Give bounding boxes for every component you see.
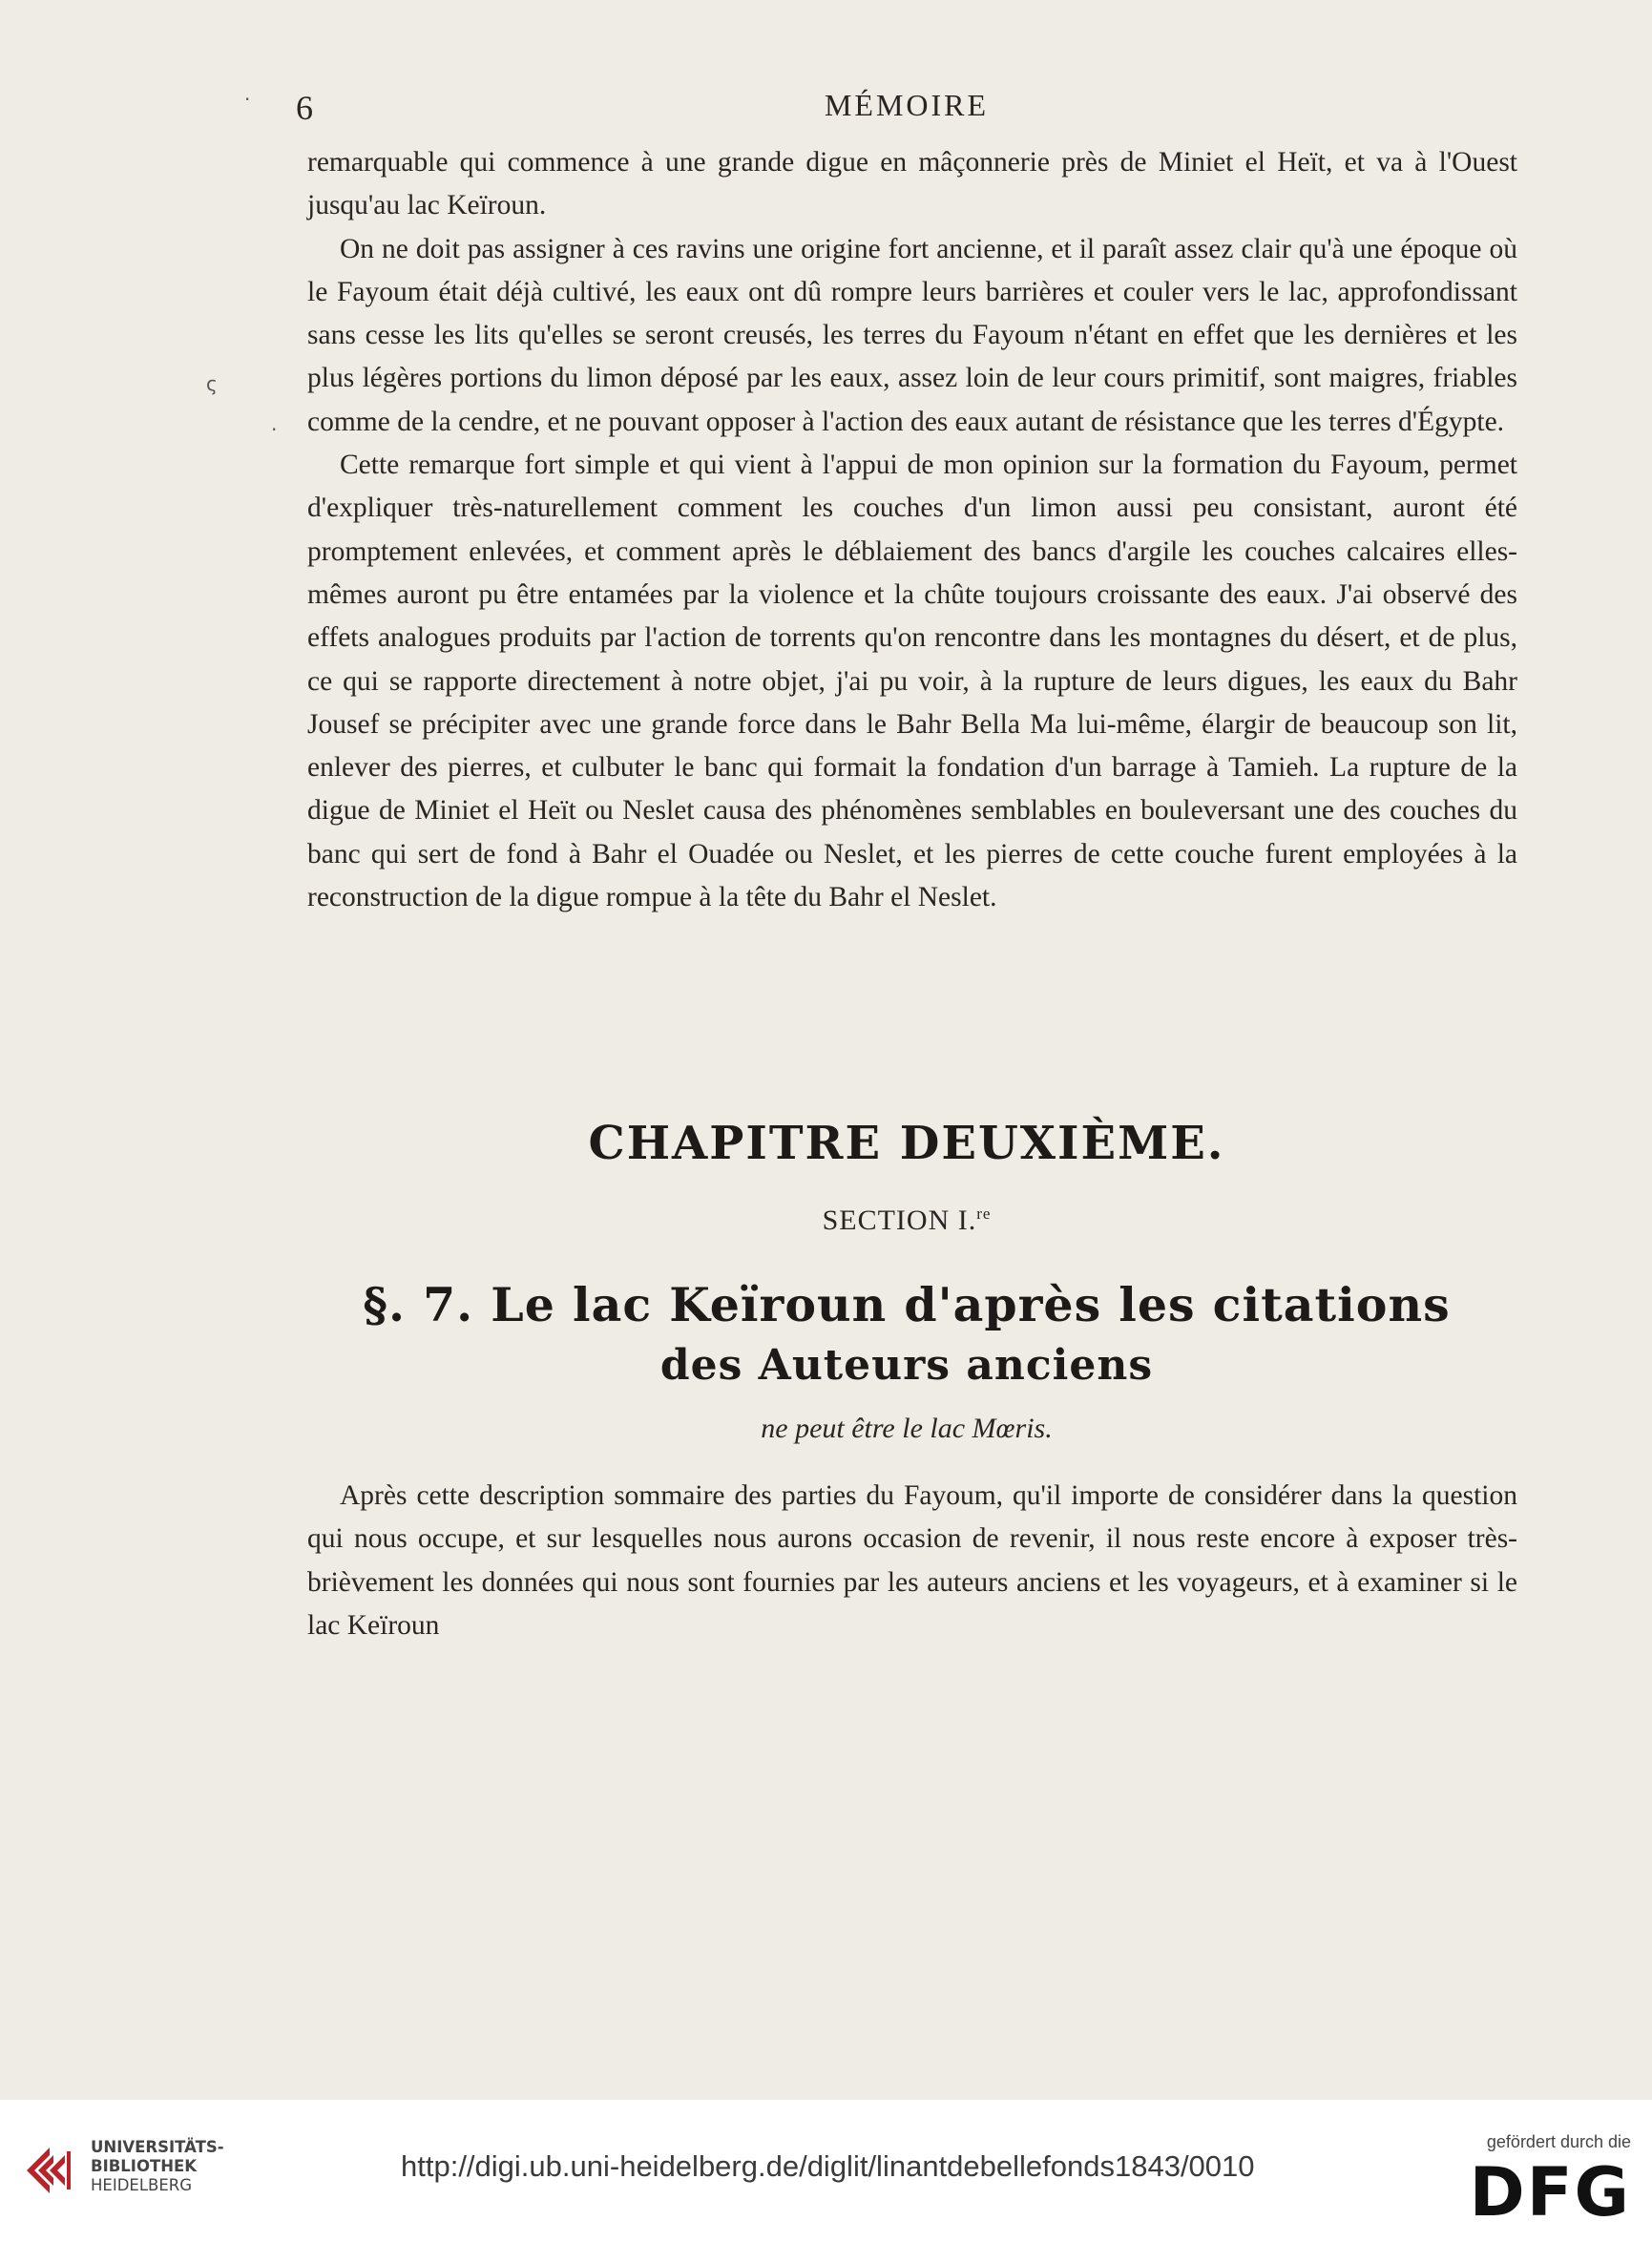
paragraph: Après cette description sommaire des parties du Fayoum, qu'il importe de considérer dans la question qui nous occupe, et sur lesquelles nous aurons occasion de revenir, il nous reste encore à exposer très-brièvement les données qui nous sont fournies par les auteurs anciens et les voyageurs, et à examiner si le lac Keïroun [307, 1480, 1517, 1641]
text-block-bottom [307, 1475, 1517, 1647]
paragraph: On ne doit pas assigner à ces ravins une origine fort ancienne, et il paraît assez clair qu'à une époque où le Fayoum était déjà cultivé, les eaux ont dû rompre leurs barrières et couler vers le lac, approfondissant sans cesse les lits qu'elles se seront creusés, les terres du Fayoum n'étant en effet que les dernières et les plus légères portions du limon déposé par les eaux, assez loin de leur cours primitif, sont maigres, friables comme de la cendre, et ne pouvant opposer à l'action des eaux autant de résistance que les terres d'Égypte. [307, 233, 1517, 437]
dfg-logo: DFG [1469, 2153, 1631, 2232]
section-label: SECTION I. [822, 1205, 977, 1236]
section-heading-line2: des Auteurs anciens [659, 1341, 1154, 1390]
permalink-url[interactable]: http://digi.ub.uni-heidelberg.de/diglit/linantdebellefonds1843/0010 [401, 2149, 1255, 2183]
running-title: MÉMOIRE [824, 88, 990, 122]
page-header [286, 88, 1527, 136]
section-superscript: re [976, 1205, 992, 1223]
margin-mark: · [244, 88, 251, 111]
paragraph: remarquable qui commence à une grande digue en mâçonnerie près de Miniet el Heït, et va à l'Ouest jusqu'au lac Keïroun. [307, 147, 1517, 221]
library-name [91, 2138, 224, 2195]
page-number: 6 [296, 89, 313, 127]
margin-mark: · [271, 418, 278, 441]
text-block-top [307, 141, 1517, 919]
section-subtitle: ne peut être le lac Mœris. [761, 1413, 1053, 1444]
paragraph: Cette remarque fort simple et qui vient à l'appui de mon opinion sur la formation du Fayoum, permet d'expliquer très-naturellement comment les couches d'un limon aussi peu consistant, auront été promptement enlevées, et comment après le déblaiement des bancs d'argile les couches calcaires elles-mêmes auront pu être entamées par la violence et la chûte toujours croissante des eaux. J'ai observé des effets analogues produits par l'action de torrents qu'on rencontre dans les montagnes du désert, et de plus, ce qui se rapporte directement à notre objet, j'ai pu voir, à la rupture de leurs digues, les eaux du Bahr Jousef se précipiter avec une grande force dans le Bahr Bella Ma lui-même, élargir de beaucoup son lit, enlever des pierres, et culbuter le banc qui formait la fondation d'un barrage à Tamieh. La rupture de la digue de Miniet el Heït ou Neslet causa des phénomènes semblables en bouleversant une des couches du banc qui sert de fond à Bahr el Ouadée ou Neslet, et les pierres de cette couche furent employées à la reconstruction de la digue rompue à la tête du Bahr el Neslet. [307, 450, 1517, 913]
library-name-line: BIBLIOTHEK [91, 2157, 198, 2175]
margin-mark: ς [206, 372, 218, 395]
section-heading-line1: §. 7. Le lac Keïroun d'après les citations [363, 1277, 1451, 1332]
library-logo-icon [21, 2138, 76, 2203]
footer-bar [0, 2100, 1652, 2242]
sponsor-text: gefördert durch die [1486, 2132, 1631, 2151]
library-name-line: HEIDELBERG [91, 2176, 193, 2194]
section-title [286, 1205, 1527, 1237]
library-name-line: UNIVERSITÄTS- [91, 2138, 224, 2156]
chapter-title: CHAPITRE DEUXIÈME. [588, 1117, 1225, 1170]
